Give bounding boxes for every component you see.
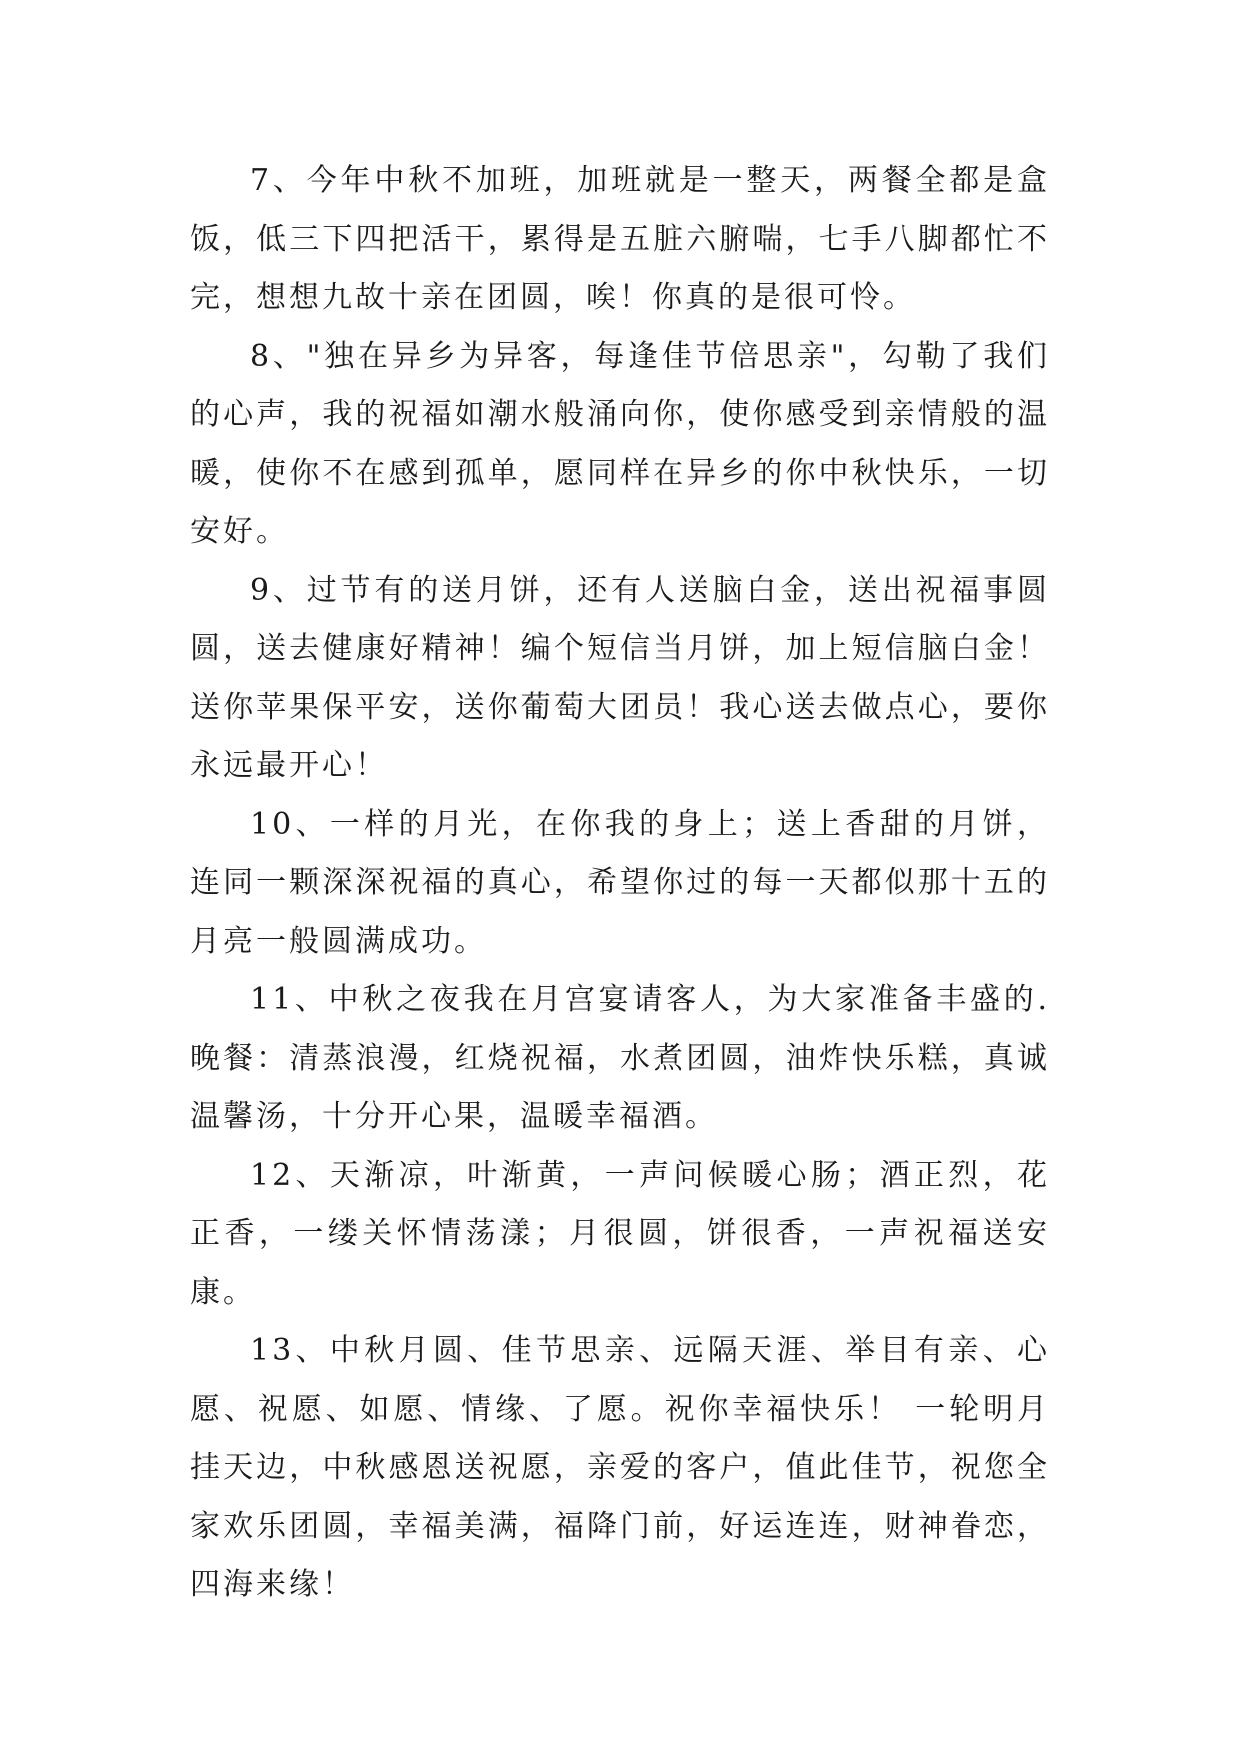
- document-body: [190, 152, 1050, 1615]
- paragraph-8: 8、"独在异乡为异客，每逢佳节倍思亲"，勾勒了我们的心声，我的祝福如潮水般涌向你，使你感受到亲情般的温暖，使你不在感到孤单，愿同样在异乡的你中秋快乐，一切安好。: [190, 338, 1050, 549]
- paragraph-13: 13、中秋月圆、佳节思亲、远隔天涯、举目有亲、心愿、祝愿、如愿、情缘、了愿。祝你幸福快乐！ 一轮明月挂天边，中秋感恩送祝愿，亲爱的客户，值此佳节，祝您全家欢乐团圆，幸福美满，福降门前，好运连连，财神眷恋，四海来缘！: [190, 1333, 1050, 1602]
- paragraph-12: 12、天渐凉，叶渐黄，一声问候暖心肠；酒正烈，花正香，一缕关怀情荡漾；月很圆，饼很香，一声祝福送安康。: [190, 1157, 1050, 1310]
- paragraph-9: 9、过节有的送月饼，还有人送脑白金，送出祝福事圆圆，送去健康好精神！编个短信当月饼，加上短信脑白金！送你苹果保平安，送你葡萄大团员！我心送去做点心，要你永远最开心！: [190, 572, 1050, 783]
- paragraph-10: 10、一样的月光，在你我的身上；送上香甜的月饼，连同一颗深深祝福的真心，希望你过的每一天都似那十五的月亮一般圆满成功。: [190, 806, 1050, 959]
- paragraph-11: 11、中秋之夜我在月宫宴请客人，为大家准备丰盛的.晚餐：清蒸浪漫，红烧祝福，水煮团圆，油炸快乐糕，真诚温馨汤，十分开心果，温暖幸福酒。: [190, 982, 1050, 1134]
- paragraph-7: 7、今年中秋不加班，加班就是一整天，两餐全都是盒饭，低三下四把活干，累得是五脏六腑喘，七手八脚都忙不完，想想九故十亲在团圆，唉！你真的是很可怜。: [190, 163, 1050, 315]
